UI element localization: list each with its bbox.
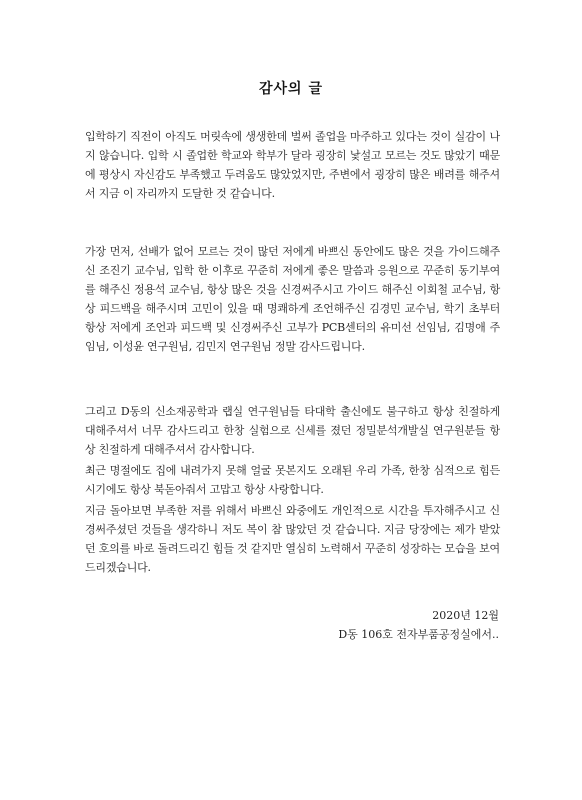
- signoff-date: 2020년 12월: [432, 609, 499, 622]
- signoff-place: D동 106호 전자부품공정실에서..: [338, 628, 499, 641]
- paragraph-closing: 지금 돌아보면 부족한 저를 위해서 바쁘신 와중에도 개인적으로 시간을 투자해주시고 신경써주셨던 것들을 생각하니 저도 복이 참 많았던 것 같습니다. 지금 당장에는 제가 받았던 호의를 바로 돌려드리긴 힘들 것 같지만 열심히 노력해서 꾸준히 성장하는 모습을 보여드리겠습니다.: [85, 504, 500, 574]
- paragraph-family: 최근 명절에도 집에 내려가지 못해 얼굴 못본지도 오래된 우리 가족, 한창 심적으로 힘든 시기에도 항상 북돋아줘서 고맙고 항상 사랑합니다.: [85, 464, 500, 496]
- page-title: 감사의 글: [259, 81, 323, 97]
- paragraph-professors: 가장 먼저, 선배가 없어 모르는 것이 많던 저에게 바쁘신 동안에도 많은 것을 가이드해주신 조진기 교수님, 입학 한 이후로 꾸준히 저에게 좋은 말씀과 응원으로 꾸준히 동기부여를 해주신 정용석 교수님, 항상 많은 것을 신경써주시고 가이드 해주신 이회철 교수님, 항상 피드백을 해주시며 고민이 있을 때 명쾌하게 조언해주신 김경민 교수님, 학기 초부터 항상 저에게 조언과 피드백 및 신경써주신 고부가 PCB센터의 유미선 선임님, 김명애 주임님, 이성윤 연구원님, 김민지 연구원님 정말 감사드립니다.: [85, 245, 500, 353]
- paragraph-lab-researchers: 그리고 D동의 신소재공학과 랩실 연구원님들 타대학 출신에도 불구하고 항상 친절하게 대해주셔서 너무 감사드리고 한창 실험으로 신세를 졌던 정밀분석개발실 연구원분들 항상 친절하게 대해주셔서 감사합니다.: [85, 405, 500, 456]
- signoff: [338, 606, 499, 644]
- paragraph-intro: 입학하기 직전이 아직도 머릿속에 생생한데 벌써 졸업을 마주하고 있다는 것이 실감이 나지 않습니다. 입학 시 졸업한 학교와 학부가 달라 굉장히 낯설고 모르는 것도 많았기 때문에 평상시 자신감도 부족했고 두려움도 많았었지만, 주변에서 굉장히 많은 배려를 해주셔서 지금 이 자리까지 도달한 것 같습니다.: [85, 130, 500, 200]
